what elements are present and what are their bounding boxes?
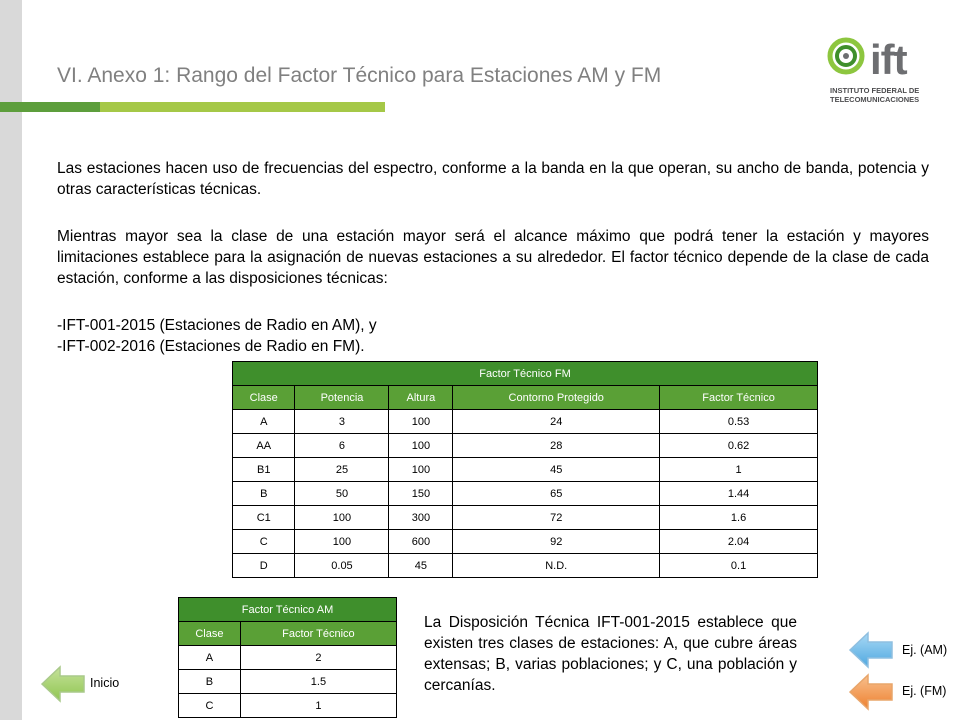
table-cell: 300 [389, 506, 453, 530]
fm-col-header: Factor Técnico [660, 386, 818, 410]
class-paragraph: Mientras mayor sea la clase de una estación mayor será el alcance máximo que podrá tener la estación y mayores limitaciones establece para la asignación de nuevas estaciones a su alrededor. El factor técnico depende de la clase de cada estación, conforme a las disposiciones técnicas: [57, 228, 929, 287]
table-cell: 600 [389, 530, 453, 554]
table-row [179, 670, 397, 694]
table-cell: 1.6 [660, 506, 818, 530]
fm-col-header: Altura [389, 386, 453, 410]
table-cell: 0.05 [295, 554, 389, 578]
table-cell: 100 [389, 434, 453, 458]
disposiciones-list [57, 315, 929, 357]
table-cell: AA [233, 434, 295, 458]
table-cell: B1 [233, 458, 295, 482]
table-cell: 92 [453, 530, 660, 554]
table-cell: 100 [389, 458, 453, 482]
table-cell: C1 [233, 506, 295, 530]
disposicion-fm: -IFT-002-2016 (Estaciones de Radio en FM). [57, 338, 365, 355]
table-cell: 25 [295, 458, 389, 482]
table-cell: 0.53 [660, 410, 818, 434]
table-cell: C [233, 530, 295, 554]
table-row [233, 530, 818, 554]
table-row [233, 482, 818, 506]
table-cell: 1 [660, 458, 818, 482]
fm-col-header: Potencia [295, 386, 389, 410]
table-row [233, 458, 818, 482]
example-fm-link[interactable]: Ej. (FM) [902, 684, 947, 698]
table-cell: 1 [240, 694, 396, 718]
table-cell: 100 [295, 530, 389, 554]
table-cell: 1.44 [660, 482, 818, 506]
logo-subtitle [830, 86, 919, 104]
home-link[interactable]: Inicio [90, 676, 120, 690]
example-fm-arrow-icon[interactable] [848, 672, 894, 712]
table-cell: A [233, 410, 295, 434]
table-cell: 72 [453, 506, 660, 530]
table-row [179, 694, 397, 718]
home-arrow-icon[interactable] [40, 664, 86, 704]
table-cell: 0.62 [660, 434, 818, 458]
table-cell: B [179, 670, 241, 694]
table-row [179, 646, 397, 670]
title-underline-lime [100, 102, 385, 112]
table-row [233, 410, 818, 434]
table-cell: D [233, 554, 295, 578]
page-title: VI. Anexo 1: Rango del Factor Técnico para Estaciones AM y FM [57, 64, 662, 87]
ift-logo [826, 36, 926, 106]
table-cell: 150 [389, 482, 453, 506]
table-cell: 1.5 [240, 670, 396, 694]
table-cell: 6 [295, 434, 389, 458]
table-cell: 50 [295, 482, 389, 506]
table-cell: 2 [240, 646, 396, 670]
table-row [233, 554, 818, 578]
table-row [233, 506, 818, 530]
table-row [233, 434, 818, 458]
logo-subtitle-line2: TELECOMUNICACIONES [830, 95, 920, 104]
table-cell: 28 [453, 434, 660, 458]
example-am-link[interactable]: Ej. (AM) [902, 643, 948, 657]
ift-logo-icon [826, 36, 866, 76]
table-cell: 45 [389, 554, 453, 578]
table-cell: 100 [295, 506, 389, 530]
intro-paragraph: Las estaciones hacen uso de frecuencias del espectro, conforme a la banda en la que operan, su ancho de banda, potencia y otras características técnicas. [57, 160, 929, 198]
table-cell: A [179, 646, 241, 670]
table-cell: 65 [453, 482, 660, 506]
table-cell: 45 [453, 458, 660, 482]
table-cell: 2.04 [660, 530, 818, 554]
am-description: La Disposición Técnica IFT-001-2015 establece que existen tres clases de estaciones: A, que cubre áreas extensas; B, varias poblaciones; y C, una población y cercanías. [424, 614, 797, 694]
table-cell: N.D. [453, 554, 660, 578]
table-cell: 3 [295, 410, 389, 434]
am-col-header: Clase [179, 622, 241, 646]
fm-col-header: Clase [233, 386, 295, 410]
table-cell: B [233, 482, 295, 506]
am-factor-table [178, 597, 397, 718]
logo-subtitle-line1: INSTITUTO FEDERAL DE [830, 86, 920, 95]
table-cell: C [179, 694, 241, 718]
fm-col-header: Contorno Protegido [453, 386, 660, 410]
am-table-title: Factor Técnico AM [179, 598, 397, 622]
disposicion-am: -IFT-001-2015 (Estaciones de Radio en AM), y [57, 317, 377, 334]
fm-table-title: Factor Técnico FM [233, 362, 818, 386]
am-col-header: Factor Técnico [240, 622, 396, 646]
title-underline-green [0, 102, 100, 112]
table-cell: 0.1 [660, 554, 818, 578]
logo-wordmark: ift [870, 36, 907, 83]
fm-factor-table [232, 361, 818, 578]
table-cell: 100 [389, 410, 453, 434]
example-am-arrow-icon[interactable] [848, 630, 894, 670]
table-cell: 24 [453, 410, 660, 434]
